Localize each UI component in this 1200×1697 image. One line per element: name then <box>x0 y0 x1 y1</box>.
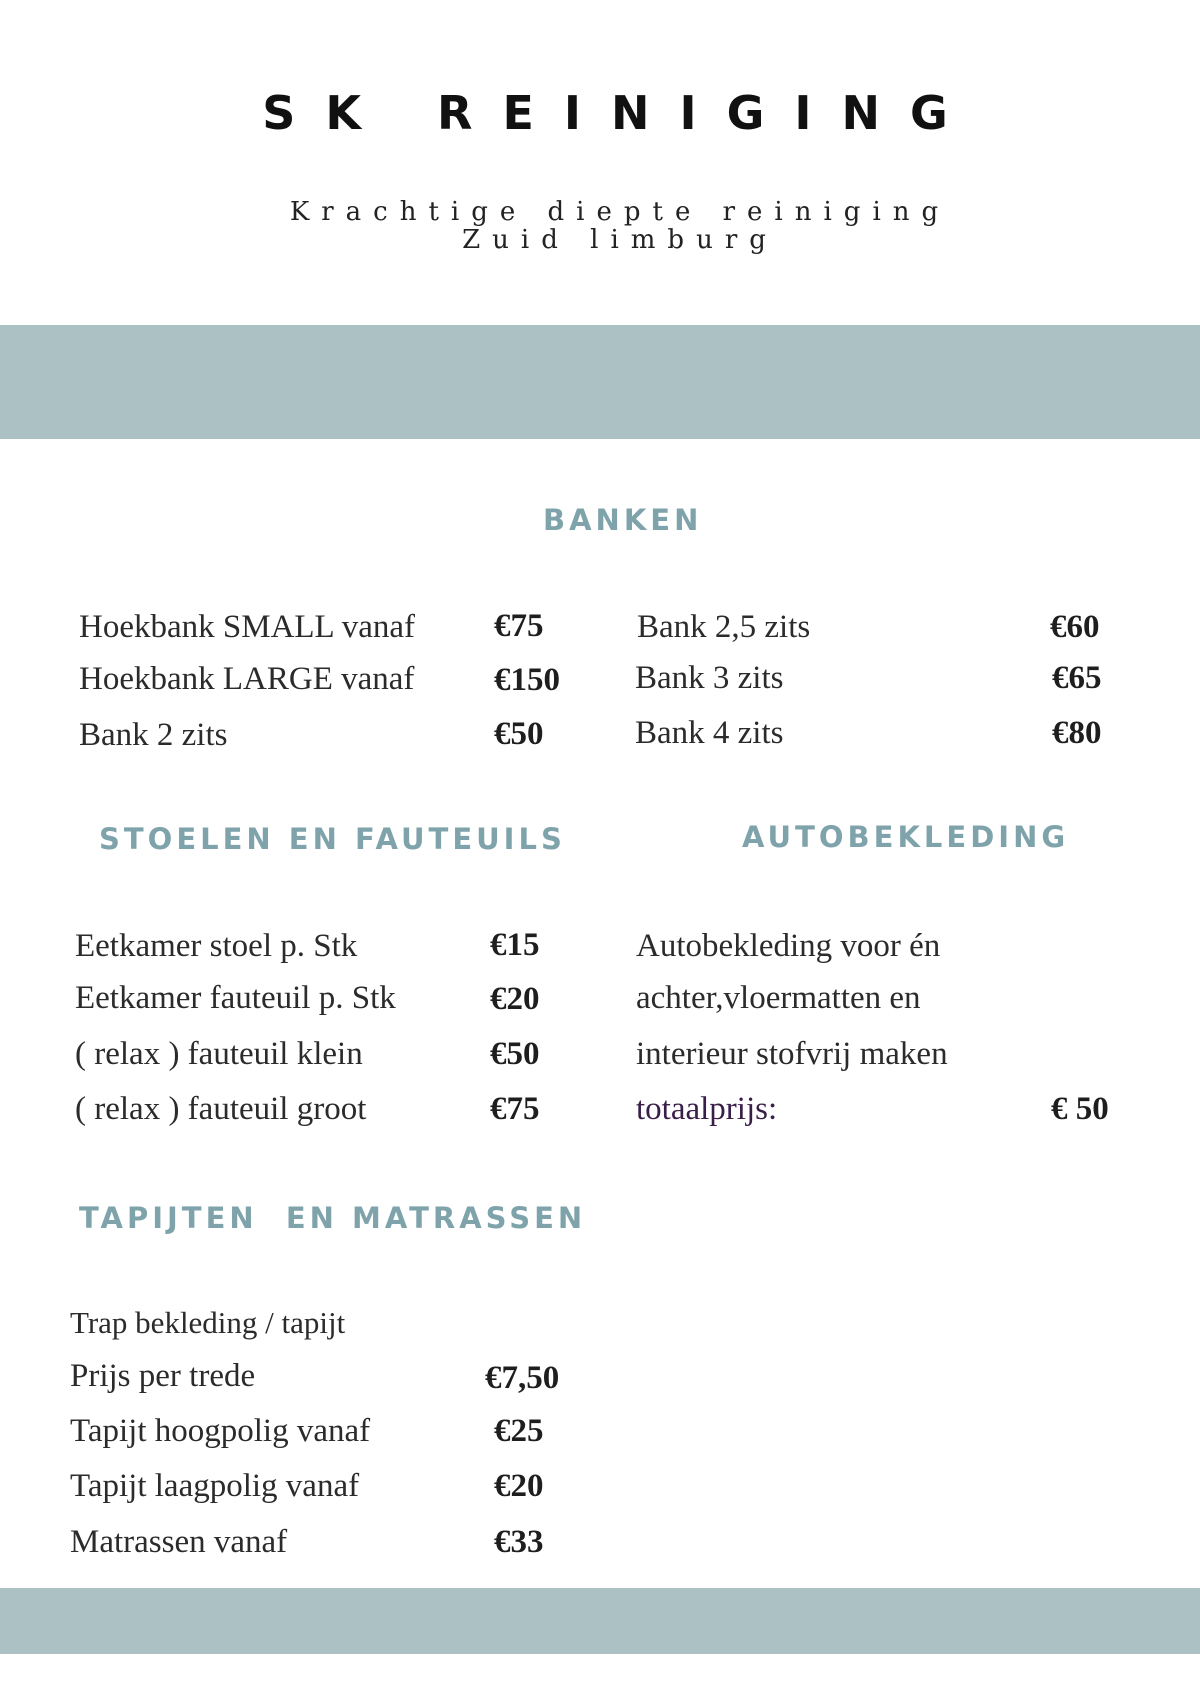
banken-left-price-3: €50 <box>494 716 544 752</box>
stoelen-label-4: ( relax ) fauteuil groot <box>75 1091 367 1127</box>
stoelen-price-3: €50 <box>490 1036 540 1072</box>
banken-right-label-1: Bank 2,5 zits <box>637 609 811 645</box>
banken-left-label-3: Bank 2 zits <box>79 717 228 753</box>
stoelen-price-2: €20 <box>490 981 540 1017</box>
banken-right-label-2: Bank 3 zits <box>635 660 784 696</box>
bottom-band <box>0 1588 1200 1654</box>
top-band <box>0 325 1200 439</box>
stoelen-heading: STOELEN EN FAUTEUILS <box>99 822 566 856</box>
subtitle-line-1: Krachtige diepte reiniging <box>289 197 951 227</box>
tapijten-price-1: €7,50 <box>485 1360 560 1396</box>
page-subtitle <box>0 198 1200 254</box>
autobekleding-total-label: totaalprijs: <box>636 1091 778 1127</box>
tapijten-price-4: €33 <box>494 1524 544 1560</box>
banken-right-price-2: €65 <box>1052 660 1102 696</box>
autobekleding-line-3: interieur stofvrij maken <box>636 1036 948 1072</box>
subtitle-line-2: Zuid limburg <box>462 225 778 255</box>
page-title: SK REINIGING <box>262 86 978 140</box>
autobekleding-total-price: € 50 <box>1051 1091 1109 1127</box>
tapijten-label-3: Tapijt laagpolig vanaf <box>70 1468 360 1504</box>
stoelen-price-4: €75 <box>490 1091 540 1127</box>
stoelen-label-3: ( relax ) fauteuil klein <box>75 1036 363 1072</box>
stoelen-label-1: Eetkamer stoel p. Stk <box>75 928 358 964</box>
tapijten-price-3: €20 <box>494 1468 544 1504</box>
tapijten-label-1: Prijs per trede <box>70 1358 256 1394</box>
tapijten-price-2: €25 <box>494 1413 544 1449</box>
tapijten-label-2: Tapijt hoogpolig vanaf <box>70 1413 371 1449</box>
tapijten-label-4: Matrassen vanaf <box>70 1524 288 1560</box>
banken-left-label-1: Hoekbank SMALL vanaf <box>79 609 416 645</box>
tapijten-subheading: Trap bekleding / tapijt <box>70 1305 346 1340</box>
banken-heading: BANKEN <box>543 503 703 537</box>
banken-left-price-1: €75 <box>494 608 544 644</box>
autobekleding-heading: AUTOBEKLEDING <box>742 820 1070 854</box>
banken-right-price-1: €60 <box>1050 609 1100 645</box>
autobekleding-line-1: Autobekleding voor én <box>636 928 941 964</box>
stoelen-price-1: €15 <box>490 927 540 963</box>
autobekleding-line-2: achter,vloermatten en <box>636 980 921 1016</box>
tapijten-heading: TAPIJTEN EN MATRASSEN <box>79 1201 587 1235</box>
banken-right-label-3: Bank 4 zits <box>635 715 784 751</box>
stoelen-label-2: Eetkamer fauteuil p. Stk <box>75 980 396 1016</box>
banken-right-price-3: €80 <box>1052 715 1102 751</box>
banken-left-label-2: Hoekbank LARGE vanaf <box>79 661 415 697</box>
banken-left-price-2: €150 <box>494 662 560 698</box>
